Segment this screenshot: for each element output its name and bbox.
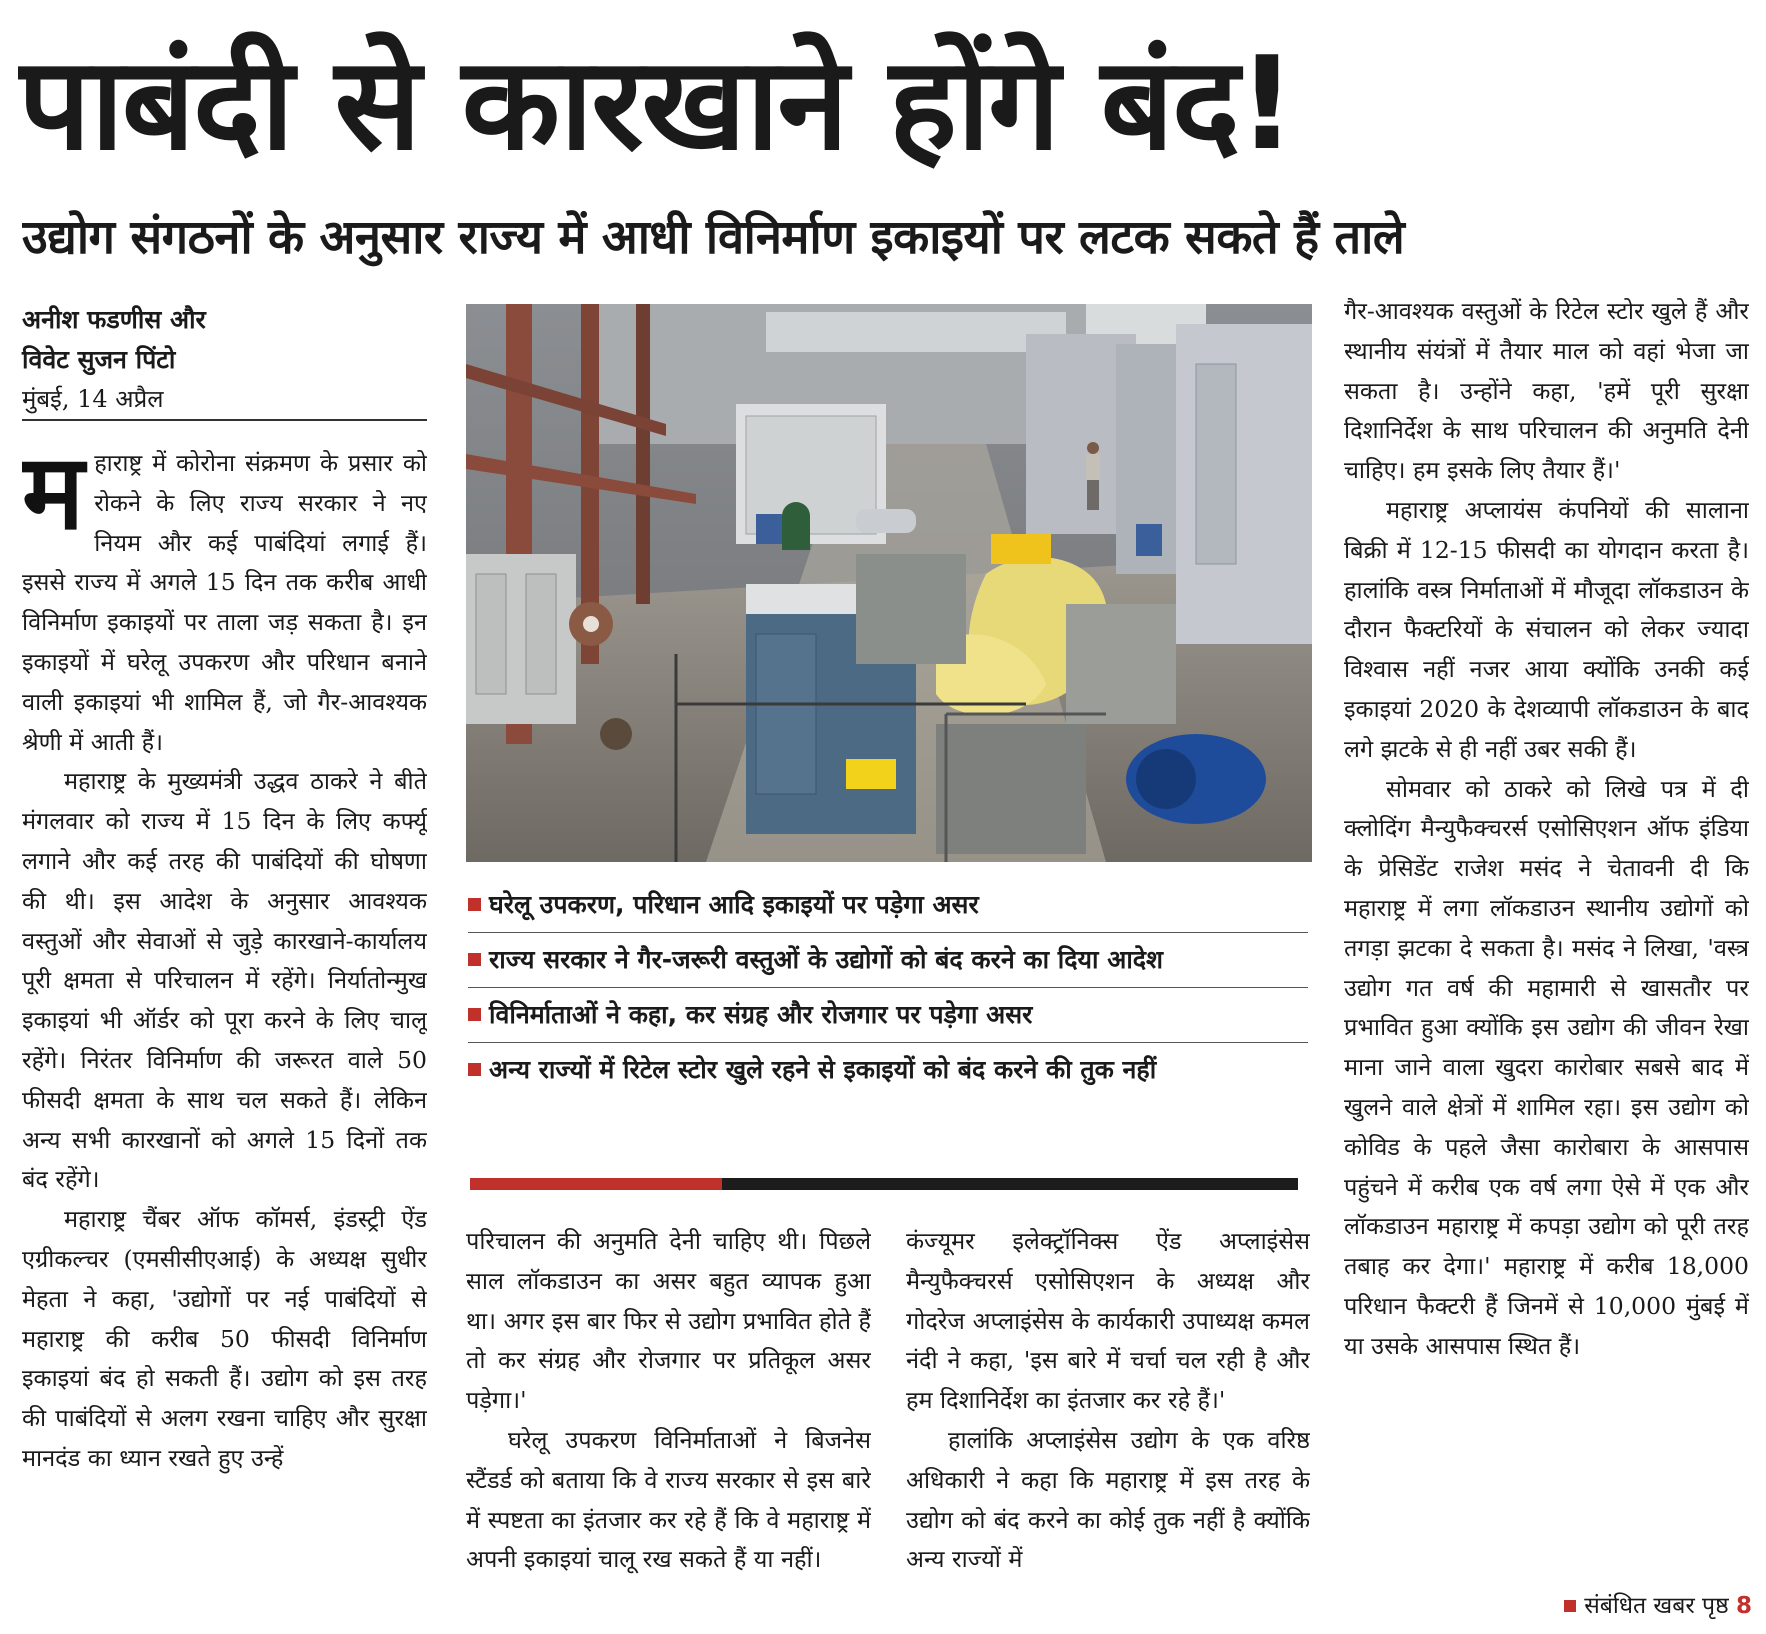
paragraph: महाराष्ट्र अप्लायंस कंपनियों की सालाना बिक्री में 12-15 फीसदी का योगदान करता है। हालांकि वस्त्र निर्माताओं में मौजूदा लॉकडाउन के दौरान फैक्टरियों के संचालन को लेकर ज्यादा विश्वास नहीं नजर आया क्योंकि उनकी कई इकाइयां 2020 के देशव्यापी लॉकडाउन के बाद लगे झटके से ही नहीं उबर सकी हैं। [1344, 495, 1749, 763]
paragraph: महाराष्ट्र चैंबर ऑफ कॉमर्स, इंडस्ट्री ऐंड एग्रीकल्चर (एमसीसीएआई) के अध्यक्ष सुधीर मेहता ने कहा, 'उद्योगों पर नई पाबंदियों से महाराष्ट्र की करीब 50 फीसदी विनिर्माण इकाइयां बंद हो सकती हैं। उद्योग को इस तरह की पाबंदियों से अलग रखना चाहिए और सुरक्षा मानदंड का ध्यान रखते हुए उन्हें [22, 1205, 427, 1472]
paragraph: परिचालन की अनुमति देनी चाहिए थी। पिछले साल लॉकडाउन का असर बहुत व्यापक हुआ था। अगर इस बार फिर से उद्योग प्रभावित होते हैं तो कर संग्रह और रोजगार पर प्रतिकूल असर पड़ेगा।' [466, 1227, 871, 1415]
paragraph [22, 444, 427, 762]
related-news-reference [1564, 1588, 1752, 1624]
related-news-label: संबंधित खबर पृष्ठ [1584, 1593, 1729, 1619]
subheadline: उद्योग संगठनों के अनुसार राज्य में आधी विनिर्माण इकाइयों पर लटक सकते हैं ताले [22, 210, 1405, 265]
article-column-1 [22, 444, 427, 1614]
divider-bar-red [470, 1178, 722, 1190]
paragraph: कंज्यूमर इलेक्ट्रॉनिक्स ऐंड अप्लाइंसेस मैन्युफैक्चरर्स एसोसिएशन के अध्यक्ष और गोदरेज अप्लाइंसेस के कार्यकारी उपाध्यक्ष कमल नंदी ने कहा, 'इस बारे में चर्चा चल रही है और हम दिशानिर्देश का इंतजार कर रहे हैं।' [906, 1227, 1310, 1415]
highlight-item: राज्य सरकार ने गैर-जरूरी वस्तुओं के उद्योगों को बंद करने का दिया आदेश [468, 933, 1308, 988]
paragraph: गैर-आवश्यक वस्तुओं के रिटेल स्टोर खुले हैं और स्थानीय संयंत्रों में तैयार माल को वहां भेजा जा सकता है। उन्होंने कहा, 'हमें पूरी सुरक्षा दिशानिर्देश के साथ परिचालन की अनुमति देनी चाहिए। हम इसके लिए तैयार हैं।' [1344, 297, 1749, 485]
bullet-square-icon [468, 953, 481, 966]
divider-bar-black [722, 1178, 1298, 1190]
highlights-list [468, 878, 1308, 1097]
headline: पाबंदी से कारखाने होंगे बंद! [18, 30, 1295, 179]
highlight-item: अन्य राज्यों में रिटेल स्टोर खुले रहने से इकाइयों को बंद करने की तुक नहीं [468, 1043, 1308, 1097]
article-column-2 [466, 1222, 871, 1622]
bullet-square-icon [1564, 1600, 1576, 1612]
paragraph: महाराष्ट्र के मुख्यमंत्री उद्धव ठाकरे ने बीते मंगलवार को राज्य में 15 दिन के लिए कर्फ्यू लगाने और कई तरह की पाबंदियों की घोषणा की थी। इस आदेश के अनुसार आवश्यक वस्तुओं और सेवाओं से जुड़े कारखाने-कार्यालय पूरी क्षमता से परिचालन में रहेंगे। निर्यातोन्मुख इकाइयां भी ऑर्डर को पूरा करने के लिए चालू रहेंगे। निरंतर विनिर्माण की जरूरत वाले 50 फीसदी क्षमता के साथ चल सकते हैं। लेकिन अन्य सभी कारखानों को अगले 15 दिनों तक बंद रहेंगे। [22, 767, 427, 1194]
byline [22, 300, 427, 418]
related-page-number: 8 [1735, 1593, 1752, 1619]
bullet-square-icon [468, 898, 481, 911]
paragraph: घरेलू उपकरण विनिर्माताओं ने बिजनेस स्टैंडर्ड को बताया कि वे राज्य सरकार से इस बारे में स्पष्टता का इंतजार कर रहे हैं कि वे महाराष्ट्र में अपनी इकाइयां चालू रख सकते हैं या नहीं। [466, 1425, 871, 1574]
dateline: मुंबई, 14 अप्रैल [22, 385, 164, 413]
factory-photo-illustration [466, 304, 1312, 862]
byline-divider [22, 419, 427, 421]
byline-author-2: विवेट सुजन पिंटो [22, 345, 176, 374]
byline-author-1: अनीश फडणीस और [22, 305, 206, 334]
article-column-4 [1344, 292, 1749, 1582]
article-column-3 [906, 1222, 1310, 1622]
factory-floor-photo [466, 304, 1312, 862]
paragraph: हालांकि अप्लाइंसेस उद्योग के एक वरिष्ठ अधिकारी ने कहा कि महाराष्ट्र में इस तरह के उद्योग को बंद करने का कोई तुक नहीं है क्योंकि अन्य राज्यों में [906, 1425, 1310, 1574]
bullet-square-icon [468, 1008, 481, 1021]
bullet-square-icon [468, 1063, 481, 1076]
highlight-item: घरेलू उपकरण, परिधान आदि इकाइयों पर पड़ेगा असर [468, 878, 1308, 933]
paragraph-text: हाराष्ट्र में कोरोना संक्रमण के प्रसार को रोकने के लिए राज्य सरकार ने नए नियम और कई पाबंदियां लगाई हैं। इससे राज्य में अगले 15 दिन तक करीब आधी विनिर्माण इकाइयों पर ताला जड़ सकता है। इन इकाइयों में घरेलू उपकरण और परिधान बनाने वाली इकाइयां भी शामिल हैं, जो गैर-आवश्यक श्रेणी में आती हैं। [22, 449, 427, 756]
drop-cap: म [22, 444, 85, 553]
paragraph: सोमवार को ठाकरे को लिखे पत्र में दी क्लोदिंग मैन्युफैक्चरर्स एसोसिएशन ऑफ इंडिया के प्रेसिडेंट राजेश मसंद ने चेतावनी दी कि महाराष्ट्र में लगा लॉकडाउन स्थानीय उद्योगों को तगड़ा झटका दे सकता है। मसंद ने लिखा, 'वस्त्र उद्योग गत वर्ष की महामारी से खासतौर पर प्रभावित हुआ क्योंकि इस उद्योग की जीवन रेखा माना जाने वाला खुदरा कारोबार सबसे बाद में खुलने वाले क्षेत्रों में शामिल रहा। इस उद्योग को कोविड के पहले जैसा कारोबारा के आसपास पहुंचने में करीब एक वर्ष लगा ऐसे में एक और लॉकडाउन महाराष्ट्र में कपड़ा उद्योग को पूरी तरह तबाह कर देगा।' महाराष्ट्र में करीब 18,000 परिधान फैक्टरी हैं जिनमें से 10,000 मुंबई में या उसके आसपास स्थित हैं। [1344, 774, 1749, 1360]
highlight-item: विनिर्माताओं ने कहा, कर संग्रह और रोजगार पर पड़ेगा असर [468, 988, 1308, 1043]
